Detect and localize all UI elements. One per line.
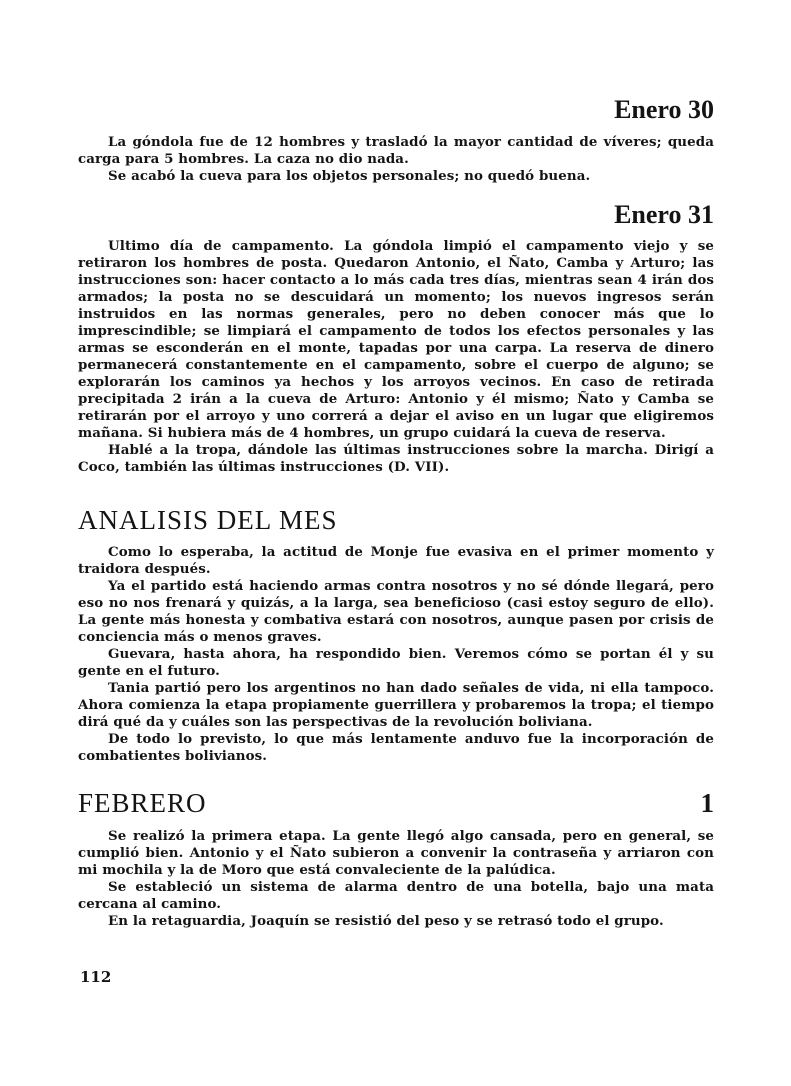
page-number: 112 <box>80 968 112 986</box>
month-heading <box>78 790 714 817</box>
entry-date-heading <box>614 97 714 123</box>
section-heading: ANALISIS DEL MES <box>78 505 338 535</box>
heading-month: Enero <box>614 95 682 124</box>
paragraph: Tania partió pero los argentinos no han dado señales de vida, ni ella tampoco. Ahora comienza la etapa propiamente guerrillera y probaremos la tropa; el tiempo dirá qué da y cuáles son las perspectivas de la revolución boliviana. <box>78 680 714 730</box>
entry-date-heading <box>614 202 714 228</box>
paragraph: Ultimo día de campamento. La góndola limpió el campamento viejo y se retiraron los hombres de posta. Quedaron Antonio, el Ñato, Camba y Arturo; las instrucciones son: hacer contacto a lo más cada tres días, mientras sean 4 irán dos armados; la posta no se descuidará un momento; los nuevos ingresos serán instruidos en las normas generales, pero no deben conocer más que lo imprescindible; se limpiará el campamento de todos los efectos personales y las armas se esconderán en el monte, tapadas por una carpa. La reserva de dinero permanecerá constantemente en el campamento, sobre el cuerpo de alguno; se explorarán los caminos ya hechos y los arroyos vecinos. En caso de retirada precipitada 2 irán a la cueva de Arturo: Antonio y él mismo; Ñato y Camba se retirarán por el arroyo y uno correrá a dejar el aviso en un lugar que eligiremos mañana. Si hubiera más de 4 hombres, un grupo cuidará la cueva de reserva. <box>78 238 714 441</box>
heading-day: 31 <box>688 200 714 229</box>
analysis-body <box>78 544 714 765</box>
paragraph: De todo lo previsto, lo que más lentamente anduvo fue la incorporación de combatientes bolivianos. <box>78 731 714 764</box>
heading-day: 1 <box>700 788 714 818</box>
paragraph: Se estableció un sistema de alarma dentro de una botella, bajo una mata cercana al camino. <box>78 879 714 912</box>
paragraph: Ya el partido está haciendo armas contra nosotros y no sé dónde llegará, pero eso no nos frenará y quizás, a la larga, sea beneficioso (casi estoy seguro de ello). La gente más honesta y combativa estará con nosotros, aunque pasen por crisis de conciencia más o menos graves. <box>78 578 714 645</box>
paragraph: Hablé a la tropa, dándole las últimas instrucciones sobre la marcha. Dirigí a Coco, también las últimas instrucciones (D. VII). <box>78 442 714 475</box>
entry-body <box>78 134 714 185</box>
heading-month: Enero <box>614 200 682 229</box>
paragraph: Guevara, hasta ahora, ha respondido bien. Veremos cómo se portan él y su gente en el futuro. <box>78 646 714 679</box>
paragraph: Como lo esperaba, la actitud de Monje fue evasiva en el primer momento y traidora después. <box>78 544 714 577</box>
entry-body <box>78 238 714 476</box>
month-label: FEBRERO <box>78 788 207 818</box>
entry-body <box>78 828 714 930</box>
paragraph: En la retaguardia, Joaquín se resistió del peso y se retrasó todo el grupo. <box>108 913 664 929</box>
paragraph: Se realizó la primera etapa. La gente llegó algo cansada, pero en general, se cumplió bien. Antonio y el Ñato subieron a convenir la contraseña y arriaron con mi mochila y la de Moro que está convaleciente de la palúdica. <box>78 828 714 878</box>
paragraph: Se acabó la cueva para los objetos personales; no quedó buena. <box>108 168 591 184</box>
paragraph: La góndola fue de 12 hombres y trasladó la mayor cantidad de víveres; queda carga para 5 hombres. La caza no dio nada. <box>78 134 714 167</box>
heading-day: 30 <box>688 95 714 124</box>
